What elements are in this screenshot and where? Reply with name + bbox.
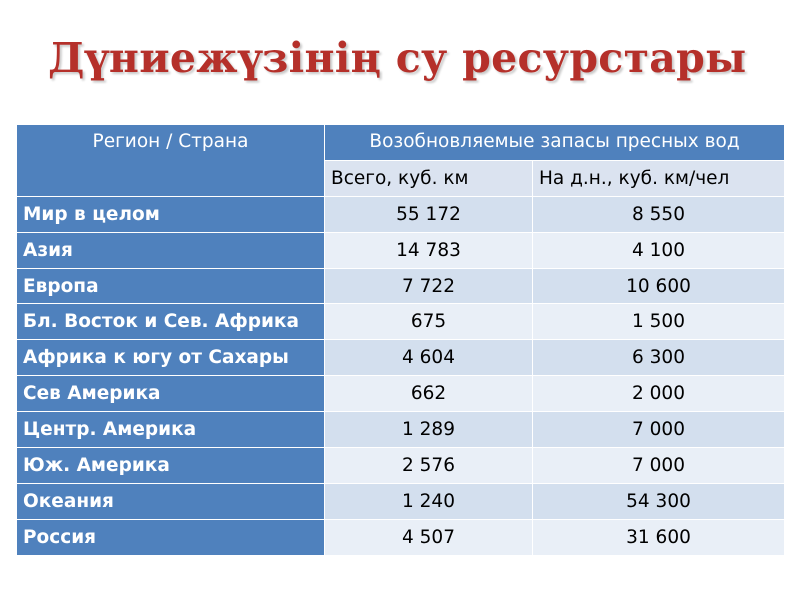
- region-cell: Европа: [17, 268, 325, 304]
- region-cell: Сев Америка: [17, 376, 325, 412]
- water-resources-table: [16, 124, 785, 556]
- total-cell: 1 289: [325, 412, 533, 448]
- total-cell: 4 604: [325, 340, 533, 376]
- table-row: [17, 519, 785, 555]
- table-row: [17, 196, 785, 232]
- table-row: [17, 412, 785, 448]
- column-header-per-capita: На д.н., куб. км/чел: [533, 160, 785, 196]
- region-cell: Бл. Восток и Сев. Африка: [17, 304, 325, 340]
- region-cell: Африка к югу от Сахары: [17, 340, 325, 376]
- table-row: [17, 448, 785, 484]
- region-cell: Юж. Америка: [17, 448, 325, 484]
- total-cell: 675: [325, 304, 533, 340]
- column-header-group: Возобновляемые запасы пресных вод: [325, 125, 785, 161]
- column-header-region: Регион / Страна: [17, 125, 325, 197]
- total-cell: 7 722: [325, 268, 533, 304]
- total-cell: 14 783: [325, 232, 533, 268]
- per-capita-cell: 54 300: [533, 483, 785, 519]
- column-header-total: Всего, куб. км: [325, 160, 533, 196]
- total-cell: 55 172: [325, 196, 533, 232]
- per-capita-cell: 6 300: [533, 340, 785, 376]
- table-row: [17, 340, 785, 376]
- region-cell: Россия: [17, 519, 325, 555]
- per-capita-cell: 31 600: [533, 519, 785, 555]
- per-capita-cell: 1 500: [533, 304, 785, 340]
- per-capita-cell: 2 000: [533, 376, 785, 412]
- table-row: [17, 483, 785, 519]
- per-capita-cell: 8 550: [533, 196, 785, 232]
- region-cell: Мир в целом: [17, 196, 325, 232]
- total-cell: 662: [325, 376, 533, 412]
- region-cell: Океания: [17, 483, 325, 519]
- table-row: [17, 376, 785, 412]
- table-header-row: [17, 125, 785, 161]
- region-cell: Азия: [17, 232, 325, 268]
- table-row: [17, 232, 785, 268]
- total-cell: 4 507: [325, 519, 533, 555]
- per-capita-cell: 4 100: [533, 232, 785, 268]
- table-row: [17, 304, 785, 340]
- total-cell: 1 240: [325, 483, 533, 519]
- per-capita-cell: 10 600: [533, 268, 785, 304]
- per-capita-cell: 7 000: [533, 412, 785, 448]
- total-cell: 2 576: [325, 448, 533, 484]
- slide-title: Дүниежүзінің су ресурстары: [48, 34, 747, 82]
- region-cell: Центр. Америка: [17, 412, 325, 448]
- table-row: [17, 268, 785, 304]
- per-capita-cell: 7 000: [533, 448, 785, 484]
